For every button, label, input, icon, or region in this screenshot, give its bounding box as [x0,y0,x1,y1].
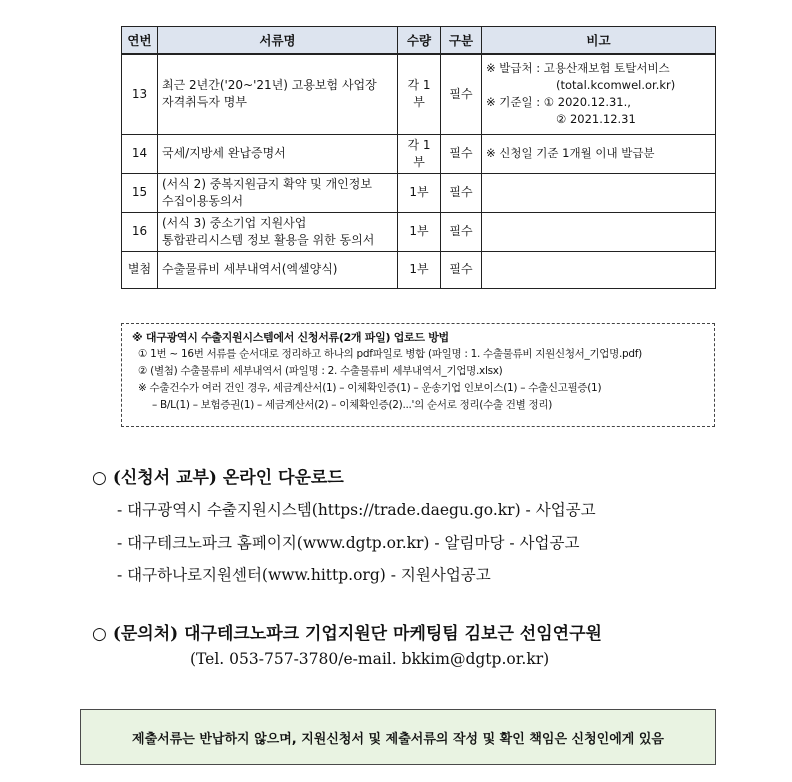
upload-instruction-line: ② (별첨) 수출물류비 세부내역서 (파일명 : 2. 수출물류비 세부내역서_기업명.xlsx) [138,365,503,377]
remark-line: ※ 기준일 : ① 2020.12.31., [486,95,631,110]
remark-line: ② 2021.12.31 [556,112,636,127]
row-name-line: 자격취득자 명부 [162,95,247,110]
download-link-item[interactable]: - 대구광역시 수출지원시스템(https://trade.daegu.go.kr) - 사업공고 [117,501,596,519]
upload-instructions-box [121,323,715,427]
row-type: 필수 [441,212,482,251]
table-row [122,251,716,288]
row-name [158,54,398,134]
upload-instruction-line: ① 1번 ~ 16번 서류를 순서대로 정리하고 하나의 pdf파일로 병합 (파일명 : 1. 수출물류비 지원신청서_기업명.pdf) [138,348,642,360]
row-name [158,251,398,288]
download-link-item[interactable]: - 대구하나로지원센터(www.hittp.org) - 지원사업공고 [117,566,491,584]
row-qty: 1부 [398,251,441,288]
col-header-remark: 비고 [482,27,716,55]
row-qty: 각 1부 [398,134,441,173]
remark-line: ※ 발급처 : 고용산재보험 토탈서비스 [486,61,670,76]
row-remark [482,134,716,173]
download-link-item[interactable]: - 대구테크노파크 홈페이지(www.dgtp.or.kr) - 알림마당 - 사업공고 [117,534,580,552]
row-name-line: 수집이용동의서 [162,193,244,208]
row-name-line: (서식 3) 중소기업 지원사업 [162,215,307,230]
row-type: 필수 [441,251,482,288]
row-name [158,212,398,251]
col-header-name: 서류명 [158,27,398,55]
row-no: 16 [122,212,158,251]
upload-instruction-line: – B/L(1) – 보험증권(1) – 세금계산서(2) – 이체확인증(2)...'의 순서로 정리(수출 건별 정리) [152,399,553,411]
row-no: 14 [122,134,158,173]
row-name-line: (서식 2) 중복지원금지 확약 및 개인정보 [162,176,372,191]
circle-bullet-icon: ○ [92,624,107,644]
upload-instructions-title: ※ 대구광역시 수출지원시스템에서 신청서류(2개 파일) 업로드 방법 [132,331,449,344]
remark-line: ※ 신청일 기준 1개월 이내 발급분 [486,146,655,160]
row-no: 13 [122,54,158,134]
row-qty: 각 1부 [398,54,441,134]
row-name-line: 국세/지방세 완납증명서 [162,146,286,160]
table-row [122,54,716,134]
documents-table [121,26,716,289]
row-name [158,134,398,173]
notice-banner [80,709,716,765]
col-header-type: 구분 [441,27,482,55]
col-header-qty: 수량 [398,27,441,55]
row-name-line: 최근 2년간('20~'21년) 고용보험 사업장 [162,78,377,93]
circle-bullet-icon: ○ [92,468,107,488]
row-remark [482,212,716,251]
row-type: 필수 [441,54,482,134]
row-no: 15 [122,173,158,212]
row-qty: 1부 [398,212,441,251]
row-qty: 1부 [398,173,441,212]
row-remark [482,173,716,212]
notice-banner-text: 제출서류는 반납하지 않으며, 지원신청서 및 제출서류의 작성 및 확인 책임은 신청인에게 있음 [132,731,664,747]
row-type: 필수 [441,173,482,212]
contact-section-title [92,619,602,644]
row-remark [482,251,716,288]
contact-title-text: (문의처) 대구테크노파크 기업지원단 마케팅팀 김보근 선임연구원 [112,624,602,644]
table-row [122,212,716,251]
table-row [122,173,716,212]
row-no: 별첨 [122,251,158,288]
row-name-line: 수출물류비 세부내역서(엑셀양식) [162,262,338,276]
remark-line: (total.kcomwel.or.kr) [556,78,676,93]
row-type: 필수 [441,134,482,173]
table-header-row [122,27,716,55]
row-name [158,173,398,212]
download-section-title [92,463,344,488]
upload-instruction-line: ※ 수출건수가 여러 건인 경우, 세금계산서(1) – 이체확인증(1) – 운송기업 인보이스(1) – 수출신고필증(1) [138,382,602,394]
col-header-no: 연번 [122,27,158,55]
download-title-text: (신청서 교부) 온라인 다운로드 [112,468,344,488]
contact-detail: (Tel. 053-757-3780/e-mail. bkkim@dgtp.or.kr) [190,650,550,668]
row-name-line: 통합관리시스템 정보 활용을 위한 동의서 [162,232,375,247]
row-remark [482,54,716,134]
table-row [122,134,716,173]
